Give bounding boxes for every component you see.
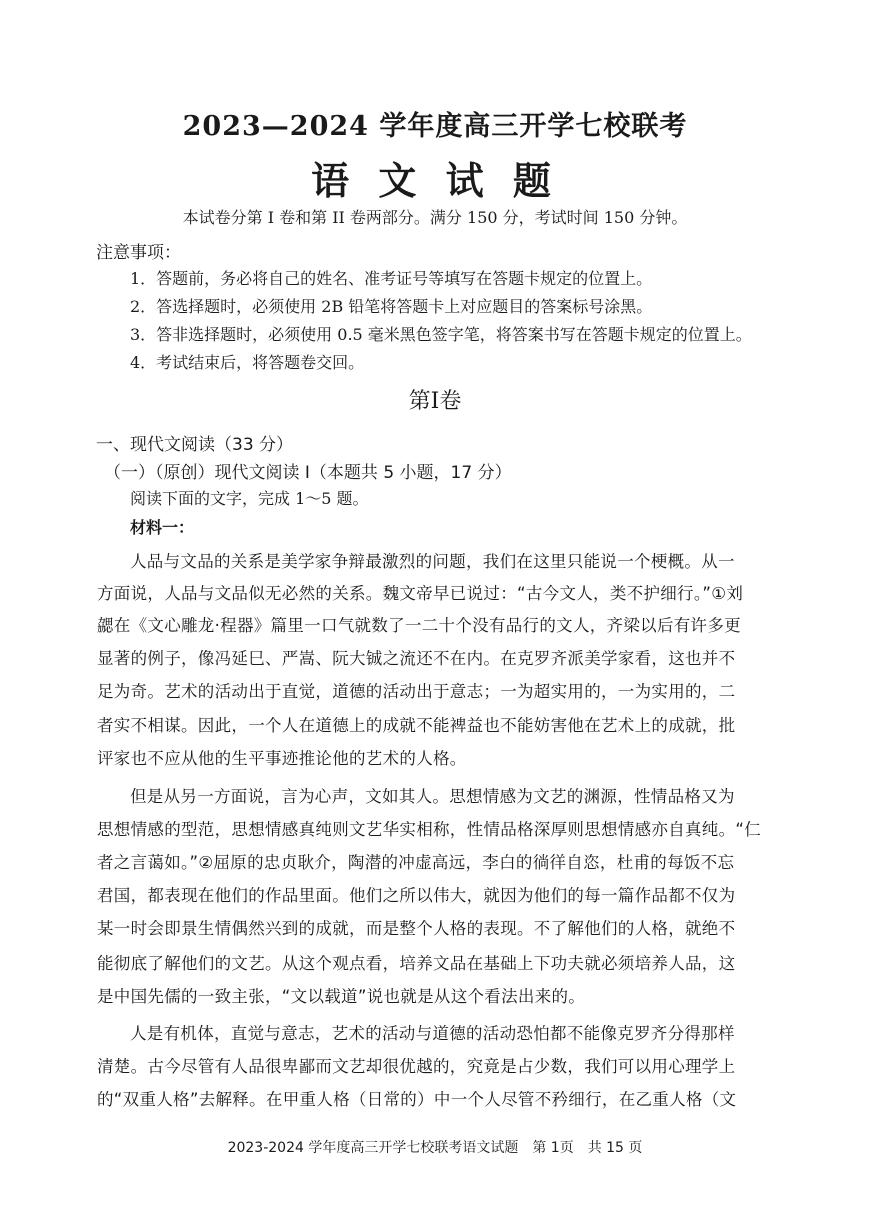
body-line: 人品与文品的关系是美学家争辩最激烈的问题，我们在这里只能说一个梗概。从一	[130, 552, 735, 571]
part-title: 第I卷	[408, 389, 462, 414]
body-line: 者之言蔼如。”②屈原的忠贞耿介，陶潜的冲虚高远，李白的徜徉自恣，杜甫的每饭不忘	[97, 853, 735, 872]
body-line: 足为奇。艺术的活动出于直觉，道德的活动出于意志；一为超实用的，一为实用的，二	[97, 682, 736, 701]
body-line: 能彻底了解他们的文艺。从这个观点看，培养文品在基础上下功夫就必须培养人品，这	[97, 954, 736, 973]
body-line: 君国，都表现在他们的作品里面。他们之所以伟大，就因为他们的每一篇作品都不仅为	[97, 886, 736, 905]
body-line: 评家也不应从他的生平事迹推论他的艺术的人格。	[97, 749, 467, 768]
exam-title: 2023—2024 学年度高三开学七校联考	[182, 111, 688, 142]
subject-title: 语 文 试 题	[311, 158, 559, 203]
notice-heading: 注意事项：	[96, 243, 181, 263]
exam-intro: 本试卷分第 I 卷和第 II 卷两部分。满分 150 分，考试时间 150 分钟。	[182, 208, 688, 227]
body-line: 但是从另一方面说，言为心声，文如其人。思想情感为文艺的渊源，性情品格又为	[130, 787, 735, 806]
section-heading: 一、现代文阅读（33 分）	[96, 435, 294, 455]
body-line: 是中国先儒的一致主张，“文以载道”说也就是从这个看法出来的。	[97, 987, 586, 1006]
body-line: 的“双重人格”去解释。在甲重人格（日常的）中一个人尽管不矜细行，在乙重人格（文	[97, 1090, 737, 1109]
notice-item: 2．答选择题时，必须使用 2B 铅笔将答题卡上对应题目的答案标号涂黑。	[130, 297, 653, 316]
body-line: 者实不相谋。因此，一个人在道德上的成就不能裨益也不能妨害他在艺术上的成就，批	[97, 716, 736, 735]
notice-item: 1．答题前，务必将自己的姓名、准考证号等填写在答题卡规定的位置上。	[130, 269, 653, 288]
body-line: 人是有机体，直觉与意志，艺术的活动与道德的活动恐怕都不能像克罗齐分得那样	[130, 1024, 735, 1043]
notice-item: 3．答非选择题时，必须使用 0.5 毫米黑色签字笔，将答案书写在答题卡规定的位置上。	[130, 325, 752, 344]
page-footer: 2023-2024 学年度高三开学七校联考语文试题 第 1页 共 15 页	[227, 1140, 643, 1156]
material-label: 材料一：	[130, 518, 195, 537]
subsection-heading: （一）（原创）现代文阅读 I（本题共 5 小题，17 分）	[104, 463, 512, 483]
notice-item: 4．考试结束后，将答题卷交回。	[130, 353, 365, 372]
body-line: 方面说，人品与文品似无必然的关系。魏文帝早已说过：“古今文人，类不护细行。”①刘	[97, 584, 744, 603]
body-line: 思想情感的型范，思想情感真纯则文艺华实相称，性情品格深厚则思想情感亦自真纯。“仁	[97, 820, 762, 839]
body-line: 显著的例子，像冯延巳、严嵩、阮大铖之流还不在内。在克罗齐派美学家看，这也并不	[97, 649, 736, 668]
body-line: 某一时会即景生情偶然兴到的成就，而是整个人格的表现。不了解他们的人格，就绝不	[97, 919, 736, 938]
body-line: 勰在《文心雕龙·程器》篇里一口气就数了一二十个没有品行的文人，齐梁以后有许多更	[97, 616, 741, 635]
body-line: 清楚。古今尽管有人品很卑鄙而文艺却很优越的，究竟是占少数，我们可以用心理学上	[97, 1057, 736, 1076]
reading-instruction: 阅读下面的文字，完成 1～5 题。	[130, 489, 369, 508]
